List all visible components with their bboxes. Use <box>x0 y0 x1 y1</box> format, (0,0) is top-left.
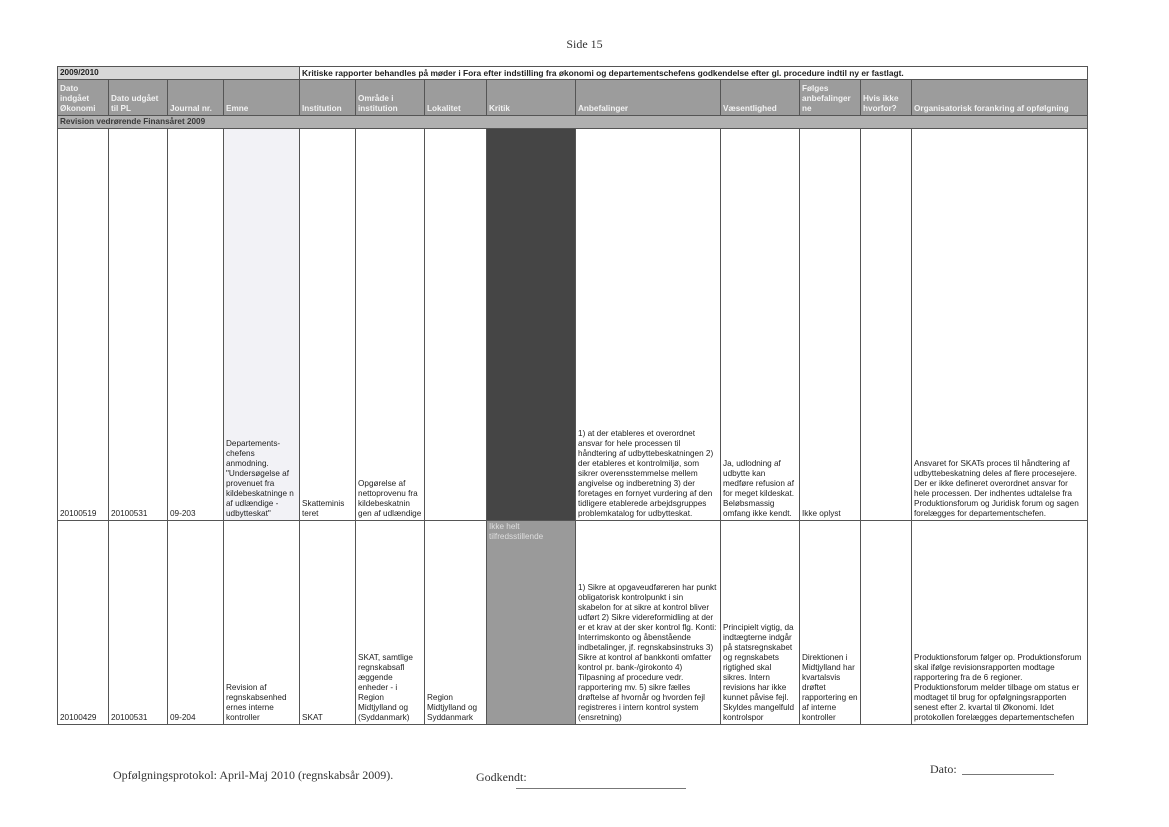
col-header: Anbefalinger <box>576 80 721 116</box>
cell-foelges: Direktionen i Midtjylland har kvartalsvis drøftet rapportering en af interne kontroller <box>800 521 861 725</box>
cell-emne: Revision af regnskabsenhed ernes interne kontroller <box>224 521 300 725</box>
col-header: Følges anbefalinger ne <box>800 80 861 116</box>
date-label: Dato: <box>930 762 957 776</box>
cell-anbefalinger: 1) at der etableres et overordnet ansvar for hele processen til håndtering af udbyttebeskatningen 2) der etableres et kontrolmiljø, som sikrer overensstemmelse mellem angivelse og indberetning 3) der foretages en fornyet vurdering af den tidligere etablerede arbejdsgruppes problemkatalog for udbytteskat. <box>576 129 721 521</box>
cell-dato-indgaaet: 20100519 <box>58 129 109 521</box>
cell-vaesentlighed: Principielt vigtig, da indtægterne indgår på statsregnskabet og regnskabets rigtighed skal sikres. Intern revisions har ikke kunnet påvise fejl. Skyldes mangelfuld kontrolspor <box>721 521 800 725</box>
cell-anbefalinger: 1) Sikre at opgaveudføreren har punkt obligatorisk kontrolpunkt i sin skabelon for at sikre at kontrol bliver udført 2) Sikre videreformidling at der er et krav at der sker kontrol flg. Konti: Interrimskonto og åbenstående indbetalinger, jf. regnskabsinstruks 3) Sikre at kontrol af bankkonti omfatter kontrol pr. bank-/girokonto 4) Tilpasning af procedure vedr. rapportering mv. 5) sikre fælles drøftelse af hvornår og hvorden fejl registreres i intern kontrol system (ensretning) <box>576 521 721 725</box>
approved-signature-line <box>516 788 686 789</box>
cell-hvis-ikke <box>861 129 912 521</box>
cell-kritik <box>487 129 576 521</box>
table-row <box>58 521 1088 725</box>
cell-dato-udgaaet: 20100531 <box>109 129 168 521</box>
col-header: Institution <box>300 80 356 116</box>
cell-foelges: Ikke oplyst <box>800 129 861 521</box>
cell-dato-indgaaet: 20100429 <box>58 521 109 725</box>
protocol-label: Opfølgningsprotokol: April-Maj 2010 (regnskabsår 2009). <box>113 768 394 782</box>
cell-forankring: Ansvaret for SKATs proces til håndtering af udbyttebeskatning deles af flere procesejere. Der er ikke defineret overordnet ansvar for hele processen. Der indhentes udtalelse fra Produktionsforum og Juridisk forum og sagen forelægges for departementschefen. <box>912 129 1088 521</box>
col-header: Lokalitet <box>425 80 487 116</box>
follow-up-protocol-table <box>57 66 1088 725</box>
year-label: 2009/2010 <box>58 67 300 80</box>
col-header: Kritik <box>487 80 576 116</box>
col-header: Område i institution <box>356 80 425 116</box>
table-row <box>58 129 1088 521</box>
cell-dato-udgaaet: 20100531 <box>109 521 168 725</box>
cell-vaesentlighed: Ja, udlodning af udbytte kan medføre refusion af for meget kildeskat. Beløbsmassig omfang ikke kendt. <box>721 129 800 521</box>
date-line <box>962 774 1054 775</box>
col-header: Organisatorisk forankring af opfølgning <box>912 80 1088 116</box>
cell-omraade: Opgørelse af nettoprovenu fra kildebeskatnin gen af udlændige <box>356 129 425 521</box>
cell-institution: SKAT <box>300 521 356 725</box>
col-header: Væsentlighed <box>721 80 800 116</box>
cell-omraade: SKAT, samtlige regnskabsafl æggende enheder - i Region Midtjylland og (Syddanmark) <box>356 521 425 725</box>
section-label: Revision vedrørende Finansåret 2009 <box>58 116 1088 129</box>
col-header: Hvis ikke hvorfor? <box>861 80 912 116</box>
cell-kritik: Ikke helt tilfredsstillende <box>487 521 576 725</box>
cell-journal-nr: 09-203 <box>168 129 224 521</box>
cell-emne: Departements-chefens anmodning. "Undersøgelse af provenuet fra kildebeskatninge n af udlændige - udbytteskat" <box>224 129 300 521</box>
col-header: Dato indgået Økonomi <box>58 80 109 116</box>
cell-lokalitet: Region Midtjylland og Syddanmark <box>425 521 487 725</box>
col-header: Dato udgået til PL <box>109 80 168 116</box>
approved-label: Godkendt: <box>476 770 527 784</box>
cell-institution: Skatteminis teret <box>300 129 356 521</box>
col-header: Emne <box>224 80 300 116</box>
cell-forankring: Produktionsforum følger op. Produktionsforum skal ifølge revisionsrapporten modtage rapportering fra de 6 regioner. Produktionsforum melder tilbage om status er modtaget til brug for opfølgningsrapporten senest efter 2. kvartal til Økonomi. Idet protokollen forelægges departementschefen <box>912 521 1088 725</box>
table-title: Kritiske rapporter behandles på møder i Fora efter indstilling fra økonomi og departementschefens godkendelse efter gl. procedure indtil ny er fastlagt. <box>300 67 1088 80</box>
cell-hvis-ikke <box>861 521 912 725</box>
cell-journal-nr: 09-204 <box>168 521 224 725</box>
header-row <box>58 80 1088 116</box>
page-number: Side 15 <box>566 37 603 51</box>
cell-lokalitet <box>425 129 487 521</box>
col-header: Journal nr. <box>168 80 224 116</box>
